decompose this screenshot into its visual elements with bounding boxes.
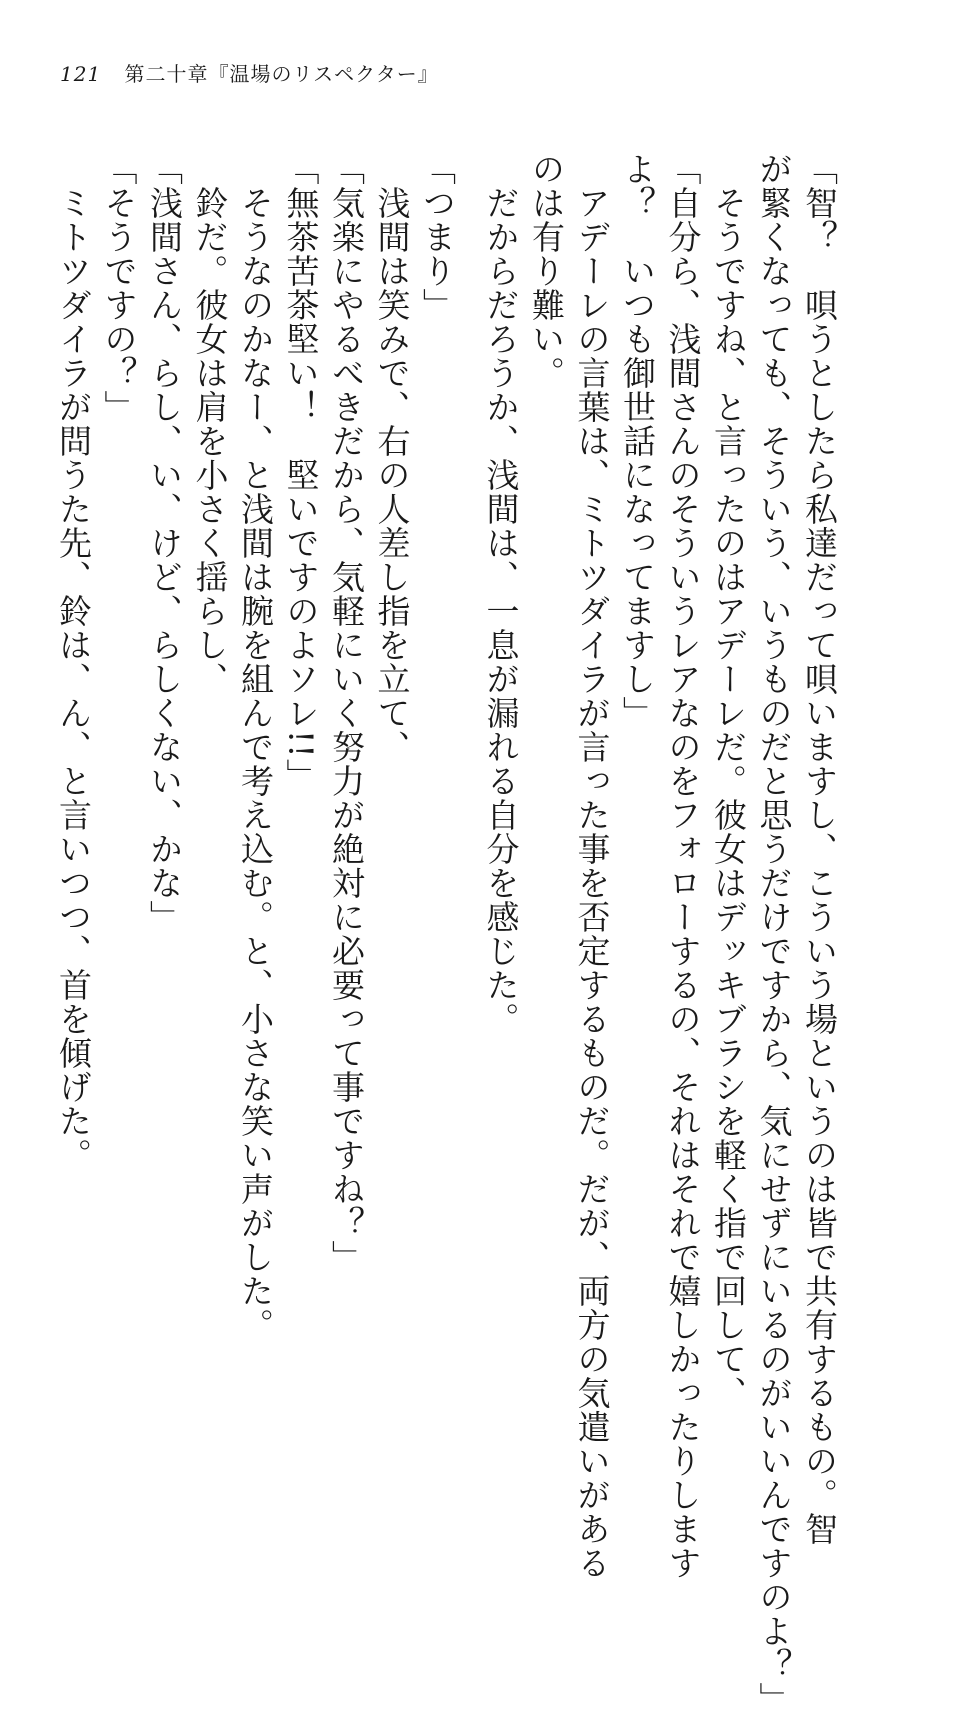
text-line: 「気楽にやるべきだから、気軽にいく努力が絶対に必要って事ですね？」 <box>327 152 366 1274</box>
text-line: 「つまり」 <box>418 152 457 322</box>
text-line: 「智？ 唄うとしたら私達だって唄いますし、こういう場というのは皆で共有するもの。智 <box>800 152 839 1546</box>
text-line: が緊くなっても、そういう、いうものだと思うだけですから、気にせずにいるのがいいんですのよ？」 <box>754 152 794 1716</box>
body-text <box>51 152 843 1716</box>
text-line: ミトツダイラが問うた先、鈴は、ん、と言いつつ、首を傾げた。 <box>54 152 93 1172</box>
text-line: だからだろうか、浅間は、一息が漏れる自分を感じた。 <box>481 152 521 1036</box>
text-line: 「浅間さん、らし、い、けど、らしくない、かな」 <box>145 152 184 934</box>
text-line: 浅間は笑みで、右の人差し指を立て、 <box>372 152 412 764</box>
text-line: 鈴だ。彼女は肩を小さく揺らし、 <box>190 152 230 696</box>
text-line: 「そうですの？」 <box>99 152 139 424</box>
text-line: そうですね、と言ったのはアデーレだ。彼女はデッキブラシを軽く指で回して、 <box>709 152 748 1410</box>
text-line: よ？ いつも御世話になってますし」 <box>618 152 657 730</box>
chapter-title: 第二十章『温場のリスペクター』 <box>124 62 439 86</box>
section-gap <box>460 152 478 1382</box>
text-line: そうなのかなー、と浅間は腕を組んで考え込む。と、小さな笑い声がした。 <box>236 152 275 1342</box>
text-line: アデーレの言葉は、ミトツダイラが言った事を否定するものだ。だが、両方の気遣いがある <box>572 152 612 1580</box>
text-line: 「無茶苦茶堅い！ 堅いですのよソレ!!」 <box>281 152 321 793</box>
page-number: 121 <box>60 62 102 86</box>
text-line: 「自分ら、浅間さんのそういうレアなのをフォローするの、それはそれで嬉しかったりします <box>663 152 703 1580</box>
running-header <box>60 58 439 87</box>
text-line: のは有り難い。 <box>527 152 566 390</box>
